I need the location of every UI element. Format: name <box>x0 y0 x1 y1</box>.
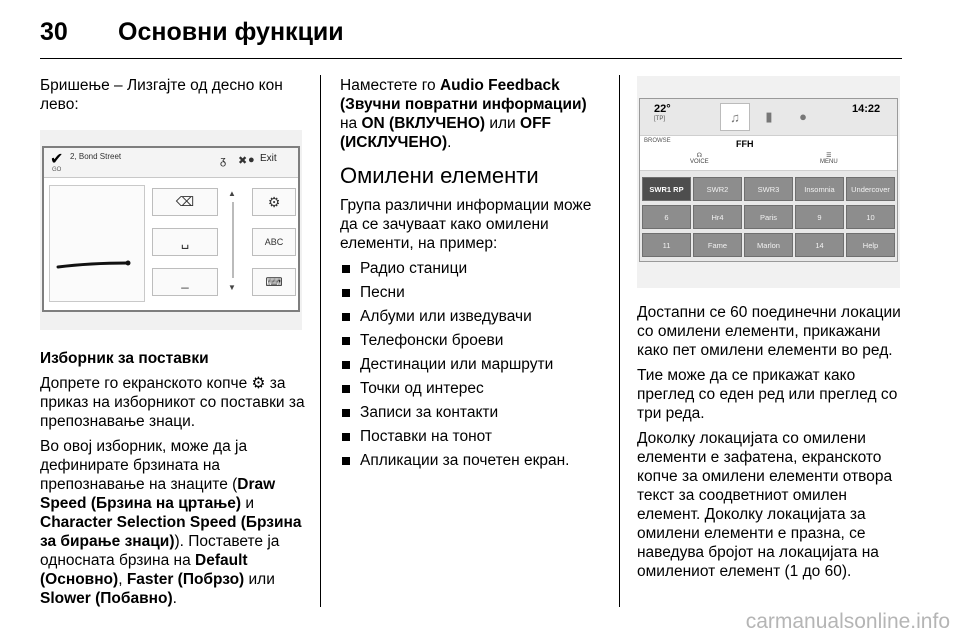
check-icon[interactable]: ✔ <box>50 151 64 168</box>
column-divider-2 <box>619 75 620 607</box>
scrollbar[interactable] <box>228 188 238 296</box>
now-playing-bar <box>640 135 897 171</box>
go-label: GO <box>52 167 62 173</box>
favourite-button[interactable]: 6 <box>642 205 691 229</box>
audio-feedback-label: Audio Feedback (Звучни повратни информации) <box>340 77 587 113</box>
address-text: 2, Bond Street <box>70 152 122 161</box>
exit-button[interactable]: Exit <box>260 153 277 164</box>
clock: 14:22 <box>852 103 881 115</box>
on-label: ON (ВКЛУЧЕНО) <box>361 115 486 132</box>
page-number: 30 <box>40 18 68 46</box>
page-header <box>40 18 902 60</box>
list-item: Албуми или изведувачи <box>340 307 605 326</box>
exit-gear-icon: ● <box>248 154 255 166</box>
abc-button[interactable]: ABC <box>252 228 296 256</box>
page-title: Основни функции <box>118 18 344 46</box>
settings-paragraph-2 <box>40 437 308 608</box>
scroll-track <box>232 202 234 278</box>
settings-paragraph-1 <box>40 374 308 431</box>
favourite-button[interactable]: Undercover <box>846 177 895 201</box>
menu-button[interactable] <box>820 152 838 165</box>
drawing-area[interactable] <box>49 185 145 302</box>
column-divider-1 <box>320 75 321 607</box>
keyboard-button[interactable]: ⌨ <box>252 268 296 296</box>
temperature: 22° <box>654 103 671 115</box>
audio-feedback-paragraph <box>340 76 605 152</box>
favourite-button[interactable]: 11 <box>642 233 691 257</box>
char-selection-speed-label: Character Selection Speed (Брзина за бирање знаци) <box>40 514 302 550</box>
settings-p1-text-b: за приказ на изборникот со поставки за препознавање знаци. <box>40 375 305 430</box>
list-item: Точки од интерес <box>340 379 605 398</box>
column-3 <box>637 303 905 587</box>
settings-p2-text-a: Во овој изборник, може да ја дефинирате брзината на препознавање на знаците ( <box>40 438 248 493</box>
off-label: OFF (ИСКЛУЧЕНО) <box>340 115 552 151</box>
list-item: Дестинации или маршрути <box>340 355 605 374</box>
menu-label: MENU <box>820 159 838 165</box>
favourites-view-paragraph: Тие може да се прикажат како преглед со еден ред или преглед со три реда. <box>637 367 898 422</box>
scroll-down-icon[interactable]: ▼ <box>228 283 236 292</box>
favourites-row-1 <box>642 177 895 201</box>
favourite-button[interactable]: Marlon <box>744 233 793 257</box>
space-button[interactable]: ␣ <box>152 228 218 256</box>
station-name: FFH <box>736 139 754 149</box>
default-label: Default (Основно) <box>40 552 248 588</box>
backspace-button[interactable]: ⌫ <box>152 188 218 216</box>
audio-text-a: Наместете го <box>340 77 440 94</box>
settings-p2-text-e: , <box>118 571 127 588</box>
tp-label: [TP] <box>654 116 666 122</box>
swipe-text: Бришење – Лизгајте од десно кон лево: <box>40 77 283 113</box>
favourite-button[interactable]: SWR1 RP <box>642 177 691 201</box>
settings-p1-text-a: Допрете го екранското копче <box>40 375 248 392</box>
favourite-button[interactable]: Insomnia <box>795 177 844 201</box>
header-rule <box>40 58 902 59</box>
settings-p2-text-f: или <box>244 571 275 588</box>
close-icon[interactable]: ✖ <box>238 155 248 167</box>
list-item: Записи за контакти <box>340 403 605 422</box>
favourite-button[interactable]: Hr4 <box>693 205 742 229</box>
phone-icon[interactable]: ▮ <box>765 109 773 124</box>
settings-p2-text-d: ). Поставете ја односната брзина на <box>40 533 280 569</box>
settings-gear-button[interactable]: ⚙ <box>252 188 296 216</box>
favourites-count-paragraph: Достапни се 60 поединечни локации со омилени елементи, прикажани како пет омилени елементи во ред. <box>637 304 901 359</box>
menu-icon: ☰ <box>826 153 832 159</box>
list-item: Апликации за почетен екран. <box>340 451 605 470</box>
settings-p2-text-g: . <box>172 590 177 607</box>
favourite-button[interactable]: Help <box>846 233 895 257</box>
handwriting-panel <box>42 146 300 312</box>
settings-heading: Изборник за поставки <box>40 350 209 367</box>
favourite-button[interactable]: 14 <box>795 233 844 257</box>
speller-icon[interactable]: ᵹ <box>220 155 227 167</box>
favourites-intro: Група различни информации може да се зачуваат како омилени елементи, на пример: <box>340 197 592 252</box>
list-item: Поставки на тонот <box>340 427 605 446</box>
favourite-button[interactable]: Paris <box>744 205 793 229</box>
handwriting-top-bar <box>44 148 298 178</box>
voice-label: VOICE <box>690 159 709 165</box>
scroll-up-icon[interactable]: ▲ <box>228 189 236 198</box>
favourite-button[interactable]: Fame <box>693 233 742 257</box>
favourites-heading: Омилени елементи <box>340 163 539 188</box>
favourites-panel <box>639 98 898 262</box>
music-note-icon[interactable]: ♫ <box>720 103 750 131</box>
slower-label: Slower (Побавно) <box>40 590 173 607</box>
favourite-button[interactable]: 9 <box>795 205 844 229</box>
voice-icon: ☊ <box>696 153 702 159</box>
favourites-list <box>340 259 605 470</box>
handwriting-screen-illustration <box>40 130 302 330</box>
browse-label[interactable]: BROWSE <box>644 138 671 144</box>
gear-icon: ⚙ <box>251 375 266 392</box>
column-2 <box>340 76 605 475</box>
draw-speed-label: Draw Speed (Брзина на цртање) <box>40 476 276 512</box>
audio-text-c: на <box>340 115 362 132</box>
favourite-button[interactable]: SWR2 <box>693 177 742 201</box>
source-tabs <box>720 99 830 135</box>
audio-text-d: или <box>485 115 521 132</box>
settings-p2-text-c: и <box>241 495 254 512</box>
faster-label: Faster (Побрзо) <box>126 571 245 588</box>
underscore-button[interactable]: _ <box>152 268 218 296</box>
column-1-top <box>40 76 305 120</box>
audio-text-e: . <box>447 134 452 151</box>
list-item: Телефонски броеви <box>340 331 605 350</box>
favourite-button[interactable]: 10 <box>846 205 895 229</box>
favourite-button[interactable]: SWR3 <box>744 177 793 201</box>
list-item: Радио станици <box>340 259 605 278</box>
favourites-screen-illustration <box>637 76 900 288</box>
favourites-row-2 <box>642 205 895 229</box>
favourites-row-3 <box>642 233 895 257</box>
handwriting-stroke <box>50 186 144 301</box>
voice-button[interactable] <box>690 152 709 165</box>
watermark: carmanualsonline.info <box>745 610 950 633</box>
navigation-icon[interactable]: ● <box>799 109 807 124</box>
list-item: Песни <box>340 283 605 302</box>
favourites-location-paragraph: Доколку локацијата со омилени елементи е зафатена, екранското копче за омилени елементи отвора текст за соодветниот омилен елемент. Доколку локацијата за омилени елементи е празна, се наведува бројот на локацијата на омилениот елемент (1 до 60). <box>637 430 893 580</box>
column-1-bottom <box>40 349 308 614</box>
